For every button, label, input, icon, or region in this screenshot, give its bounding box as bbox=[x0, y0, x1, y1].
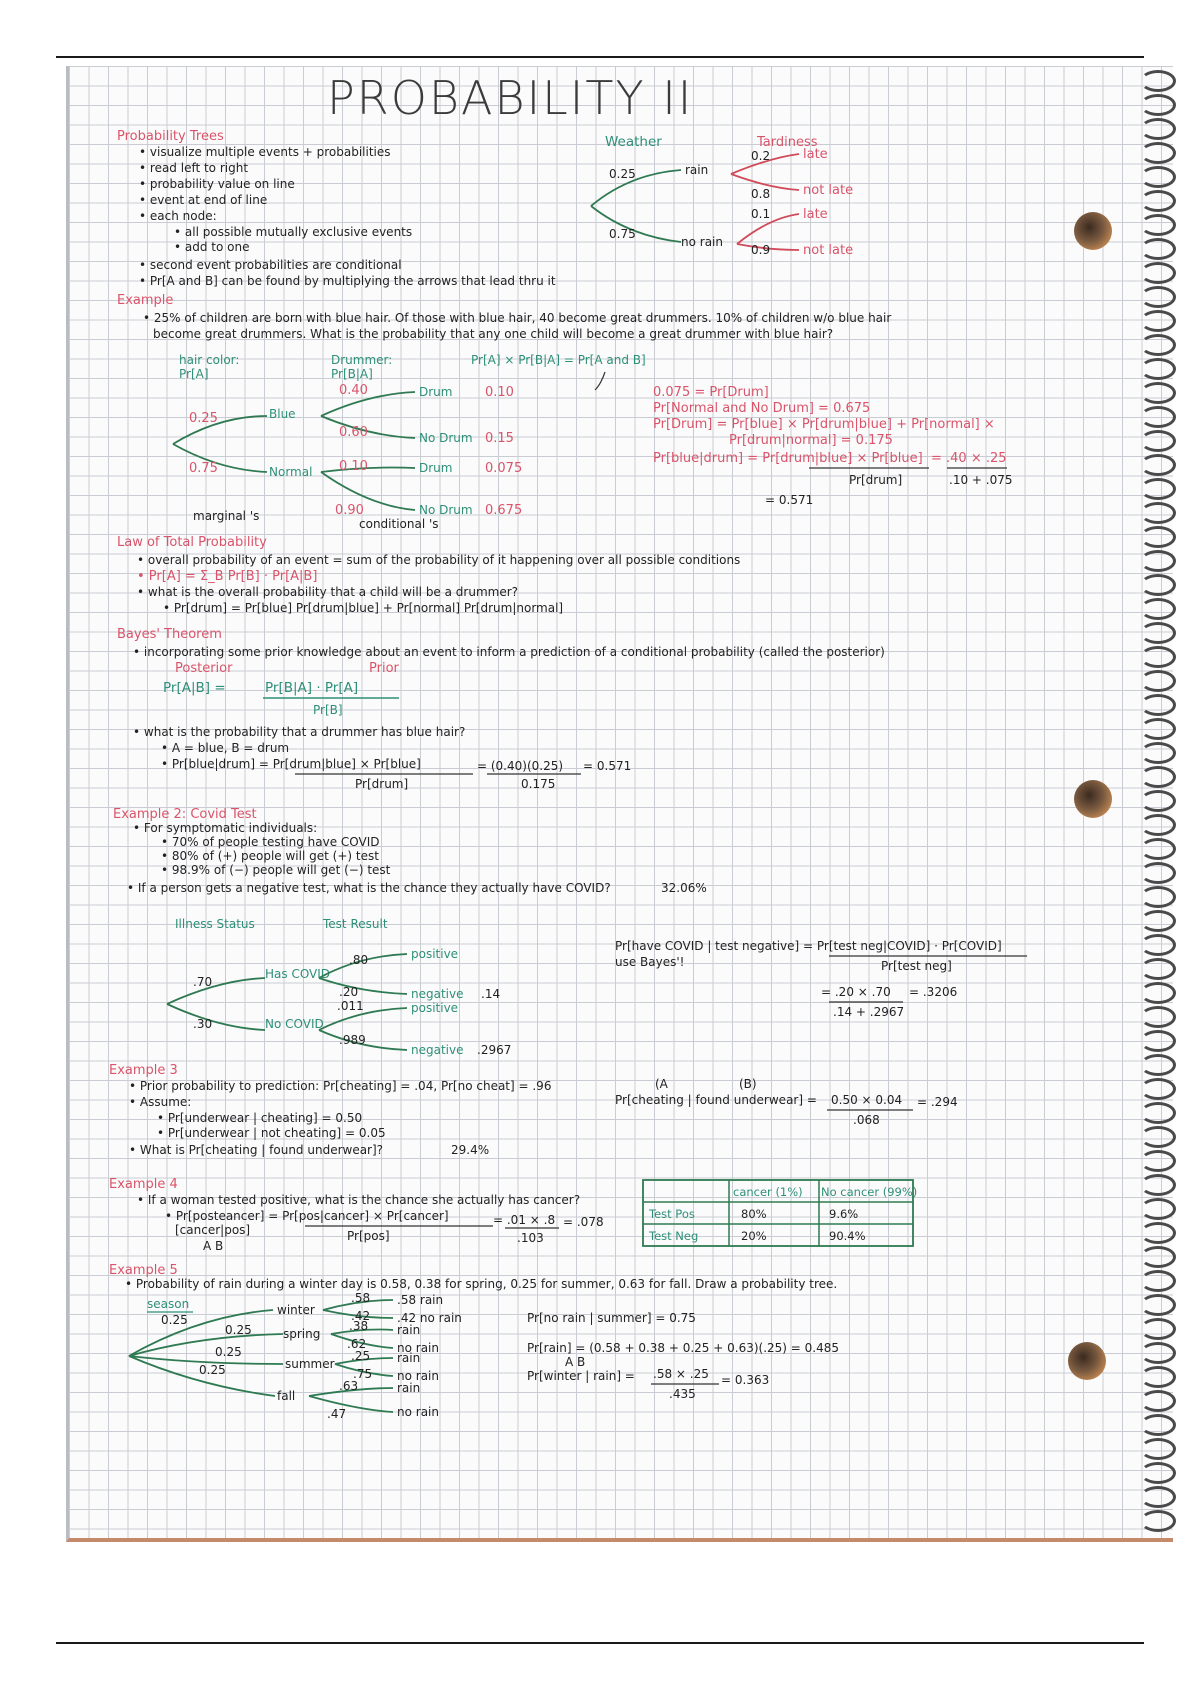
spiral-coil bbox=[1140, 118, 1176, 140]
tree-column-label: Pr[A] bbox=[179, 367, 209, 381]
table-cell: Test Pos bbox=[649, 1207, 695, 1221]
spiral-coil bbox=[1140, 598, 1176, 620]
calculation-text: .58 × .25 bbox=[653, 1367, 709, 1381]
answer-text: 32.06% bbox=[661, 881, 707, 895]
calculation-text: Pr[drum|normal] = 0.175 bbox=[729, 433, 893, 448]
calculation-text: 0.175 bbox=[521, 777, 556, 791]
bullet-text: • visualize multiple events + probabilities bbox=[139, 145, 391, 159]
covid-tree bbox=[167, 917, 1027, 1057]
spiral-coil bbox=[1140, 1246, 1176, 1268]
tree-leaf-label: late bbox=[803, 147, 828, 162]
table-cell: 20% bbox=[741, 1229, 767, 1243]
section-heading-example2: Example 2: Covid Test bbox=[113, 807, 257, 822]
tree-node-label: rain bbox=[685, 163, 709, 177]
joint-probability: 0.675 bbox=[485, 503, 523, 518]
tree-branch bbox=[129, 1334, 283, 1356]
calculation-text: = (0.40)(0.25) bbox=[477, 759, 564, 773]
spiral-coil bbox=[1140, 982, 1176, 1004]
formula-annotation: Prior bbox=[369, 661, 399, 676]
page-title: PROBABILITY II bbox=[327, 71, 694, 125]
tree-leaf-label: positive bbox=[411, 947, 459, 961]
tree-node-label: winter bbox=[277, 1303, 315, 1317]
bullet-text: • Assume: bbox=[129, 1095, 192, 1109]
section-heading-example: Example bbox=[117, 293, 174, 308]
spiral-coil bbox=[1140, 934, 1176, 956]
branch-probability: 0.10 bbox=[339, 459, 368, 474]
question-text: • What is Pr[cheating | found underwear]? bbox=[129, 1143, 384, 1157]
calculation-text: Pr[drum] bbox=[355, 777, 409, 791]
tree-node-label: no rain bbox=[681, 235, 723, 249]
tree-leaf-label: rain bbox=[397, 1323, 421, 1337]
spiral-coil bbox=[1140, 1342, 1176, 1364]
question-text: • 25% of children are born with blue hair. Of those with blue hair, 40 become great drummers. 10% of children w/o blue hair bbox=[143, 311, 892, 325]
bullet-text: • probability value on line bbox=[139, 177, 295, 191]
tree-leaf-label: Drum bbox=[419, 385, 453, 399]
spiral-coil bbox=[1140, 454, 1176, 476]
tree-leaf-label: negative bbox=[411, 1043, 464, 1057]
spiral-coil bbox=[1140, 574, 1176, 596]
tree-leaf-label: No Drum bbox=[419, 431, 473, 445]
spiral-coil bbox=[1140, 670, 1176, 692]
spiral-coil bbox=[1140, 718, 1176, 740]
bullet-text: • Pr[A and B] can be found by multiplying the arrows that lead thru it bbox=[139, 274, 556, 288]
spiral-coil bbox=[1140, 262, 1176, 284]
handwritten-notes bbox=[69, 66, 1173, 1538]
tree-column-label: hair color: bbox=[179, 353, 240, 367]
spiral-coil bbox=[1140, 1174, 1176, 1196]
calculation-text: Pr[Drum] = Pr[blue] × Pr[drum|blue] + Pr[normal] × bbox=[653, 417, 995, 432]
spiral-coil bbox=[1140, 334, 1176, 356]
calculation-text: 0.50 × 0.04 bbox=[831, 1093, 903, 1107]
bullet-text: • For symptomatic individuals: bbox=[133, 821, 318, 835]
branch-probability: 0.25 bbox=[199, 1363, 226, 1377]
joint-probability: .2967 bbox=[477, 1043, 512, 1057]
tree-branch bbox=[173, 444, 267, 472]
bullet-text: • all possible mutually exclusive events bbox=[174, 225, 413, 239]
tree-branch bbox=[309, 1396, 393, 1412]
tree-branch bbox=[591, 206, 681, 242]
branch-probability: .38 bbox=[349, 1319, 369, 1333]
tree-node-label: summer bbox=[285, 1357, 335, 1371]
branch-probability: .25 bbox=[351, 1349, 371, 1363]
spiral-coil bbox=[1140, 286, 1176, 308]
cancer-test-table bbox=[643, 1180, 917, 1246]
tree-branch bbox=[321, 416, 415, 438]
spiral-coil bbox=[1140, 1054, 1176, 1076]
tree-leaf-label: no rain bbox=[397, 1369, 439, 1383]
joint-probability: 0.15 bbox=[485, 431, 514, 446]
weather-tree bbox=[591, 134, 853, 258]
spiral-coil bbox=[1140, 1438, 1176, 1460]
spiral-coil bbox=[1140, 1510, 1176, 1532]
spiral-coil bbox=[1140, 1102, 1176, 1124]
section-heading-example4: Example 4 bbox=[109, 1177, 178, 1192]
branch-probability: 0.1 bbox=[751, 207, 771, 221]
joint-probability: .14 bbox=[481, 987, 501, 1001]
bullet-text: • Pr[underwear | not cheating] = 0.05 bbox=[157, 1126, 386, 1140]
tree-node-label: fall bbox=[277, 1389, 296, 1403]
branch-probability: 0.25 bbox=[225, 1323, 252, 1337]
tree-node-label: No COVID bbox=[265, 1017, 324, 1031]
section-heading-example3: Example 3 bbox=[109, 1063, 178, 1078]
spiral-coil bbox=[1140, 526, 1176, 548]
tree-node-label: Normal bbox=[269, 465, 313, 479]
tree-leaf-label: positive bbox=[411, 1001, 459, 1015]
punch-hole bbox=[1074, 212, 1112, 250]
tree-column-label: season bbox=[147, 1297, 190, 1311]
notebook-page bbox=[66, 66, 1173, 1542]
spiral-coil bbox=[1140, 550, 1176, 572]
calculation-text: .14 + .2967 bbox=[833, 1005, 905, 1019]
bullet-text: • Pr[A] = Σ_B Pr[B] · Pr[A|B] bbox=[137, 569, 318, 584]
tree-leaf-label: rain bbox=[397, 1351, 421, 1365]
spiral-coil bbox=[1140, 1414, 1176, 1436]
calculation-text: = .01 × .8 bbox=[493, 1213, 556, 1227]
calculation-result: = 0.363 bbox=[721, 1373, 770, 1387]
formula-annotation: (A bbox=[655, 1077, 668, 1091]
calculation-text: [cancer|pos] bbox=[175, 1223, 251, 1237]
calculation-result: = .078 bbox=[563, 1215, 604, 1229]
formula-annotation: A B bbox=[565, 1355, 586, 1369]
spiral-coil bbox=[1140, 1462, 1176, 1484]
spiral-coil bbox=[1140, 166, 1176, 188]
branch-probability: .20 bbox=[339, 985, 359, 999]
branch-probability: .58 bbox=[351, 1291, 371, 1305]
calculation-text: • Pr[posteancer] = Pr[pos|cancer] × Pr[cancer] bbox=[165, 1209, 449, 1223]
table-cell: Test Neg bbox=[649, 1229, 699, 1243]
spiral-coil bbox=[1140, 862, 1176, 884]
calculation-text: Pr[Normal and No Drum] = 0.675 bbox=[653, 401, 871, 416]
tree-node-label: spring bbox=[283, 1327, 321, 1341]
spiral-coil bbox=[1140, 1366, 1176, 1388]
calculation-text: = .20 × .70 bbox=[821, 985, 891, 999]
tree-column-label: Pr[B|A] bbox=[331, 367, 373, 381]
tree-leaf-label: late bbox=[803, 207, 828, 222]
calculation-text: Pr[cheating | found underwear] = bbox=[615, 1093, 817, 1107]
branch-probability: .42 bbox=[351, 1309, 371, 1323]
tree-branch bbox=[167, 978, 265, 1004]
tree-leaf-label: .58 rain bbox=[397, 1293, 444, 1307]
calculation-text: Pr[drum] bbox=[849, 473, 903, 487]
bullet-text: • Pr[drum] = Pr[blue] Pr[drum|blue] + Pr[normal] Pr[drum|normal] bbox=[163, 601, 564, 615]
spiral-coil bbox=[1140, 1198, 1176, 1220]
formula-annotation: A B bbox=[203, 1239, 224, 1253]
spiral-coil bbox=[1140, 94, 1176, 116]
spiral-coil bbox=[1140, 358, 1176, 380]
joint-probability: 0.10 bbox=[485, 385, 514, 400]
spiral-coil bbox=[1140, 382, 1176, 404]
tree-leaf-label: not late bbox=[803, 183, 854, 198]
calculation-result: = 0.571 bbox=[583, 759, 632, 773]
calculation-result: = .3206 bbox=[909, 985, 958, 999]
bullet-text: • 70% of people testing have COVID bbox=[161, 835, 380, 849]
branch-probability: 0.75 bbox=[189, 461, 218, 476]
branch-probability: 0.8 bbox=[751, 187, 771, 201]
tree-leaf-label: no rain bbox=[397, 1405, 439, 1419]
tree-node-label: Has COVID bbox=[265, 967, 331, 981]
spiral-coil bbox=[1140, 1006, 1176, 1028]
tree-annotation: conditional 's bbox=[359, 517, 439, 531]
bullet-text: • overall probability of an event = sum of the probability of it happening over all possible conditions bbox=[137, 553, 741, 567]
tree-branch bbox=[321, 392, 415, 416]
section-heading-law: Law of Total Probability bbox=[117, 535, 267, 550]
calculation-text: 0.075 = Pr[Drum] bbox=[653, 385, 769, 400]
bullet-text: • each node: bbox=[139, 209, 217, 223]
bullet-text: • read left to right bbox=[139, 161, 249, 175]
spiral-coil bbox=[1140, 406, 1176, 428]
bullet-text: • Pr[underwear | cheating] = 0.50 bbox=[157, 1111, 363, 1125]
calculation-text: .435 bbox=[669, 1387, 696, 1401]
branch-probability: 0.9 bbox=[751, 243, 771, 257]
calculation-text: .103 bbox=[517, 1231, 544, 1245]
branch-probability: .75 bbox=[353, 1367, 373, 1381]
spiral-coil bbox=[1140, 694, 1176, 716]
annotation-arrow bbox=[595, 372, 605, 390]
tree-column-label: Drummer: bbox=[331, 353, 393, 367]
calculation-text: Pr[no rain | summer] = 0.75 bbox=[527, 1311, 696, 1325]
branch-probability: .30 bbox=[193, 1017, 213, 1031]
spiral-coil bbox=[1140, 814, 1176, 836]
spiral-coil bbox=[1140, 1222, 1176, 1244]
bullet-text: • 80% of (+) people will get (+) test bbox=[161, 849, 379, 863]
bullet-text: • A = blue, B = drum bbox=[161, 741, 290, 755]
spiral-coil bbox=[1140, 910, 1176, 932]
branch-probability: .011 bbox=[337, 999, 364, 1013]
calculation-text: use Bayes'! bbox=[615, 955, 685, 969]
tree-column-label: Test Result bbox=[323, 917, 388, 931]
tree-branch bbox=[173, 416, 267, 444]
spiral-coil bbox=[1140, 742, 1176, 764]
branch-probability: .70 bbox=[193, 975, 213, 989]
spiral-coil bbox=[1140, 1294, 1176, 1316]
branch-probability: 0.25 bbox=[215, 1345, 242, 1359]
spiral-coil bbox=[1140, 766, 1176, 788]
tree-leaf-label: not late bbox=[803, 243, 854, 258]
spiral-coil bbox=[1140, 190, 1176, 212]
calculation-text: Pr[pos] bbox=[347, 1229, 390, 1243]
bullet-text: • Pr[blue|drum] = Pr[drum|blue] × Pr[blue] bbox=[161, 757, 421, 771]
punch-hole bbox=[1068, 1342, 1106, 1380]
bottom-rule bbox=[56, 1642, 1144, 1644]
bullet-text: • Prior probability to prediction: Pr[cheating] = .04, Pr[no cheat] = .96 bbox=[129, 1079, 552, 1093]
bullet-text: • second event probabilities are conditional bbox=[139, 258, 402, 272]
tree-leaf-label: rain bbox=[397, 1381, 421, 1395]
spiral-coil bbox=[1140, 838, 1176, 860]
hair-drummer-tree bbox=[173, 353, 1013, 531]
branch-probability: .63 bbox=[339, 1379, 359, 1393]
bayes-formula-numerator: Pr[B|A] · Pr[A] bbox=[265, 680, 359, 696]
branch-probability: .62 bbox=[347, 1337, 367, 1351]
calculation-result: = .294 bbox=[917, 1095, 958, 1109]
spiral-coil bbox=[1140, 958, 1176, 980]
branch-probability: 0.75 bbox=[609, 227, 636, 241]
spiral-coil bbox=[1140, 646, 1176, 668]
branch-probability: 0.25 bbox=[161, 1313, 188, 1327]
branch-probability: 0.2 bbox=[751, 149, 771, 163]
branch-probability: 0.90 bbox=[335, 503, 364, 518]
spiral-coil bbox=[1140, 70, 1176, 92]
tree-column-label: Illness Status bbox=[175, 917, 255, 931]
formula-text: Pr[A] × Pr[B|A] = Pr[A and B] bbox=[471, 353, 646, 367]
section-heading-example5: Example 5 bbox=[109, 1263, 178, 1278]
branch-probability: .989 bbox=[339, 1033, 366, 1047]
branch-probability: 0.25 bbox=[609, 167, 636, 181]
spiral-coil bbox=[1140, 1486, 1176, 1508]
spiral-coil bbox=[1140, 310, 1176, 332]
bullet-text: • incorporating some prior knowledge about an event to inform a prediction of a conditional probability (called the posterior) bbox=[133, 645, 885, 659]
branch-probability: .47 bbox=[327, 1407, 347, 1421]
spiral-coil bbox=[1140, 430, 1176, 452]
bullet-text: • what is the overall probability that a child will be a drummer? bbox=[137, 585, 519, 599]
calculation-result: = 0.571 bbox=[765, 493, 814, 507]
spiral-coil bbox=[1140, 1318, 1176, 1340]
branch-probability: .80 bbox=[349, 953, 369, 967]
branch-probability: 0.60 bbox=[339, 425, 368, 440]
tree-column-label: Tardiness bbox=[757, 135, 818, 150]
tree-column-label: Weather bbox=[605, 134, 662, 150]
question-text: become great drummers. What is the probability that any one child will become a great drummer with blue hair? bbox=[153, 327, 834, 341]
spiral-coil bbox=[1140, 622, 1176, 644]
spiral-coil bbox=[1140, 1078, 1176, 1100]
table-header: No cancer (99%) bbox=[821, 1185, 918, 1199]
tree-branch bbox=[321, 468, 415, 473]
spiral-coil bbox=[1140, 142, 1176, 164]
spiral-coil bbox=[1140, 790, 1176, 812]
calculation-text: = .40 × .25 bbox=[931, 451, 1007, 466]
spiral-coil bbox=[1140, 1126, 1176, 1148]
tree-leaf-label: no rain bbox=[397, 1341, 439, 1355]
section-heading-bayes: Bayes' Theorem bbox=[117, 627, 222, 642]
spiral-coil bbox=[1140, 1150, 1176, 1172]
tree-annotation: marginal 's bbox=[193, 509, 260, 523]
table-cell: 80% bbox=[741, 1207, 767, 1221]
bullet-text: • add to one bbox=[174, 240, 250, 254]
tree-branch bbox=[167, 1004, 265, 1030]
tree-branch bbox=[319, 978, 407, 994]
calculation-text: Pr[rain] = (0.58 + 0.38 + 0.25 + 0.63)(.25) = 0.485 bbox=[527, 1341, 840, 1355]
calculation-text: Pr[blue|drum] = Pr[drum|blue] × Pr[blue] bbox=[653, 451, 923, 466]
spiral-coil bbox=[1140, 502, 1176, 524]
tree-leaf-label: .42 no rain bbox=[397, 1311, 462, 1325]
bullet-text: • event at end of line bbox=[139, 193, 268, 207]
season-rain-tree bbox=[129, 1291, 839, 1421]
tree-node-label: Blue bbox=[269, 407, 296, 421]
branch-probability: 0.25 bbox=[189, 411, 218, 426]
table-header: cancer (1%) bbox=[733, 1185, 803, 1199]
tree-leaf-label: Drum bbox=[419, 461, 453, 475]
tree-leaf-label: No Drum bbox=[419, 503, 473, 517]
bullet-text: • 98.9% of (−) people will get (−) test bbox=[161, 863, 391, 877]
calculation-text: Pr[test neg] bbox=[881, 959, 952, 973]
answer-text: 29.4% bbox=[451, 1143, 490, 1157]
calculation-text: Pr[have COVID | test negative] = Pr[test neg|COVID] · Pr[COVID] bbox=[615, 939, 1002, 953]
spiral-coil bbox=[1140, 1390, 1176, 1412]
table-cell: 9.6% bbox=[829, 1207, 859, 1221]
spiral-coil bbox=[1140, 478, 1176, 500]
branch-probability: 0.40 bbox=[339, 383, 368, 398]
question-text: • If a person gets a negative test, what is the chance they actually have COVID? bbox=[127, 881, 611, 895]
table-cell: 90.4% bbox=[829, 1229, 866, 1243]
spiral-coil bbox=[1140, 1270, 1176, 1292]
bayes-formula-denominator: Pr[B] bbox=[313, 703, 343, 717]
calculation-text: .068 bbox=[853, 1113, 880, 1127]
bullet-text: • what is the probability that a drummer has blue hair? bbox=[133, 725, 466, 739]
spiral-coil bbox=[1140, 1030, 1176, 1052]
top-rule bbox=[56, 56, 1144, 58]
tree-leaf-label: negative bbox=[411, 987, 464, 1001]
calculation-text: .10 + .075 bbox=[949, 473, 1013, 487]
joint-probability: 0.075 bbox=[485, 461, 523, 476]
punch-hole bbox=[1074, 780, 1112, 818]
question-text: • Probability of rain during a winter day is 0.58, 0.38 for spring, 0.25 for summer, 0.63 for fall. Draw a probability tree. bbox=[125, 1277, 838, 1291]
question-text: • If a woman tested positive, what is the chance she actually has cancer? bbox=[137, 1193, 581, 1207]
formula-annotation: Posterior bbox=[175, 661, 233, 676]
spiral-coil bbox=[1140, 886, 1176, 908]
bayes-formula-lhs: Pr[A|B] = bbox=[163, 680, 226, 696]
formula-annotation: (B) bbox=[739, 1077, 757, 1091]
calculation-text: Pr[winter | rain] = bbox=[527, 1369, 635, 1383]
spiral-coil bbox=[1140, 238, 1176, 260]
tree-branch bbox=[591, 170, 681, 206]
section-heading-trees: Probability Trees bbox=[117, 129, 224, 144]
spiral-coil bbox=[1140, 214, 1176, 236]
